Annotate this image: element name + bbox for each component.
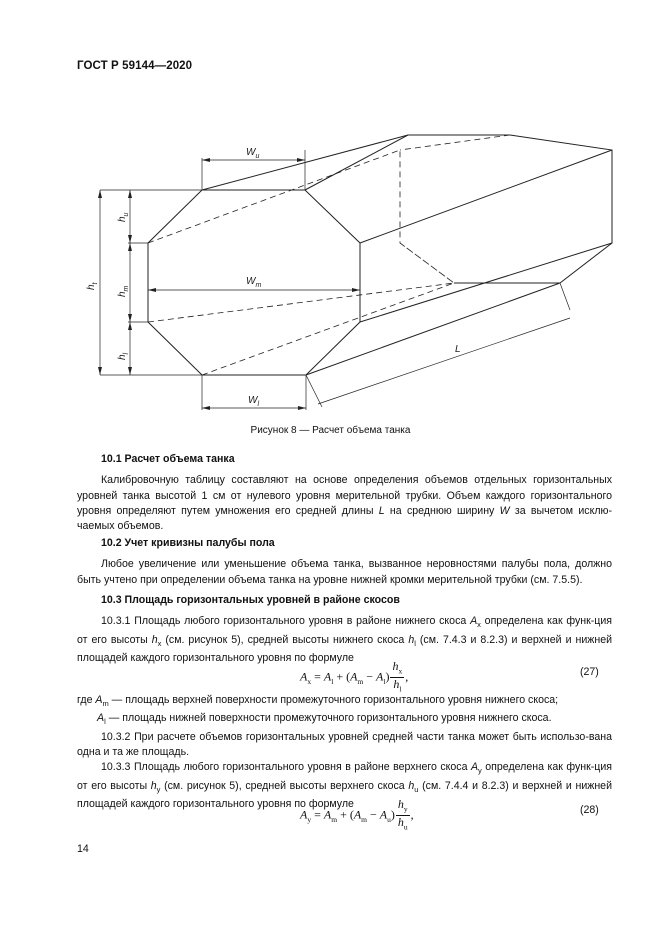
where-line: $A_l$ — площадь нижней поверхности промежуточного горизонтального уровня нижнего скоса. [97, 712, 552, 727]
paragraph: 10.3.1 Площадь любого горизонтального уровня в районе нижнего скоса $A_x$ определена как функ-ция от его высоты $h_x$ (см. рисунок 5), средней высоты нижнего скоса $h_l$ (см. 7.4.3 и 8.2.3) и верхней и нижней площадей каждого горизонтального уровня по формуле [77, 615, 612, 665]
label-hl: $h_l$ [117, 352, 130, 360]
label-wu: $W_u$ [246, 147, 260, 160]
section-heading: 10.1 Расчет объема танка [101, 453, 235, 465]
section-10-1 [77, 452, 612, 534]
label-wl: $W_l$ [248, 395, 260, 408]
formula-number: (27) [580, 666, 599, 678]
figure-caption: Рисунок 8 — Расчет объема танка [250, 425, 411, 436]
section-10-3 [77, 593, 612, 666]
paragraph: Любое увеличение или уменьшение объема танка, вызванное неровностями палубы пола, должно быть учтено при определении объема танка на уровне нижней кромки мерительной трубки (см. 7.5.5). [77, 558, 612, 586]
formula-28: $A_y = A_m + (A_m - A_u)$ $\frac{h_y}{h_u}$ , [300, 797, 414, 832]
label-hm: $h_m$ [117, 285, 130, 297]
formula-number: (28) [580, 804, 599, 816]
where-block [77, 693, 612, 813]
label-ht: $h_t$ [86, 282, 99, 290]
paragraph: Калибровочную таблицу составляют на основе определения объемов отдельных горизонтальных уровней танка высотой 1 см от нулевого уровня мерительной трубки. Объем каждого горизонтального уровня определяют путем умножения его средней длины L на среднюю ширину W за вычетом исклю-чаемых объемов. [77, 474, 612, 533]
tank-back-face [305, 135, 612, 283]
paragraph: 10.3.2 При расчете объемов горизонтальных уровней средней части танка может быть использо-вана одна и та же площадь. [77, 730, 612, 759]
tank-diagram [0, 0, 661, 420]
section-heading: 10.3 Площадь горизонтальных уровней в районе скосов [101, 594, 400, 606]
section-heading: 10.2 Учет кривизны палубы пола [101, 537, 275, 549]
page-number: 14 [77, 843, 89, 855]
paragraph: 10.3.3 Площадь любого горизонтального уровня в районе верхнего скоса $A_y$ определена как функ-ция от его высоты $h_y$ (см. рисунок 5), средней высоты верхнего скоса $h_u$ (см. 7.4.4 и 8.2.3) и верхней и нижней площадей каждого горизонтального уровня по формуле [77, 761, 612, 811]
label-L: L [455, 344, 461, 355]
label-wm: $W_m$ [246, 276, 262, 289]
formula-27: $A_x = A_l + (A_m - A_l)$ $\frac{h_x}{h_l}$ , [300, 659, 409, 694]
section-10-2 [77, 536, 612, 588]
hidden-edges [148, 150, 454, 283]
label-hu: $h_u$ [117, 212, 130, 222]
document-id: ГОСТ Р 59144—2020 [77, 60, 193, 72]
where-line: где $A_m$ — площадь верхней поверхности промежуточного горизонтального уровня нижнего скоса; [77, 694, 559, 709]
